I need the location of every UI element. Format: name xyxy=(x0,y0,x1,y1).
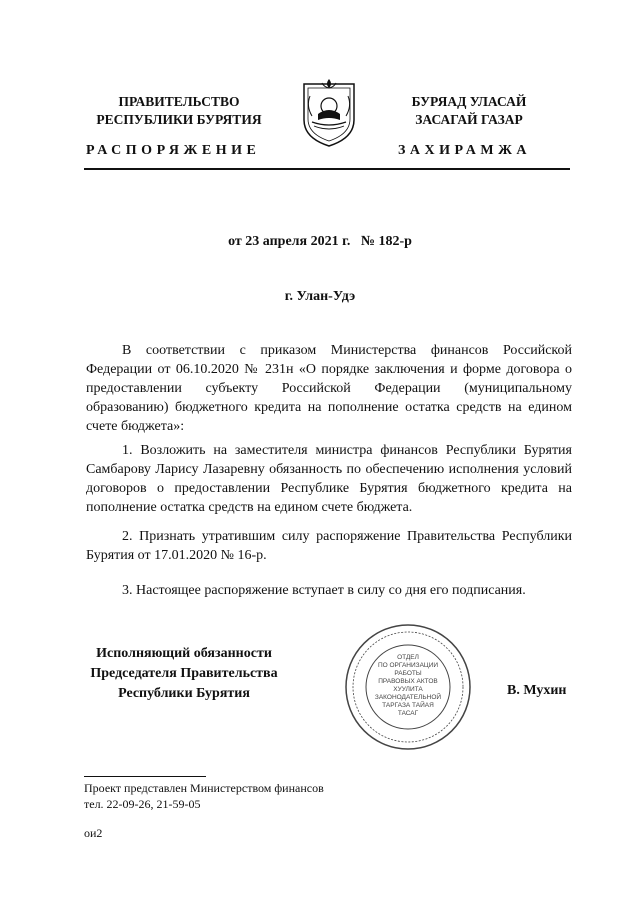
city: г. Улан-Удэ xyxy=(284,289,356,304)
paragraph-text: В соответствии с приказом Министерства финансов Российской Федерации от 06.10.2020 № 231н «О порядке заключения и форме договора о предоставлении субъекту Российской Федерации (муниципальному образованию) бюджетного кредита на пополнение остатка средств на едином счете бюджета»: xyxy=(86,343,572,434)
body-paragraph-3 xyxy=(86,581,572,600)
stamp-line: ПО ОРГАНИЗАЦИИ xyxy=(377,662,439,669)
paragraph-text: 1. Возложить на заместителя министра финансов Республики Бурятия Самбарову Ларису Лазаревну обязанность по обеспечению исполнения условий договоров о предоставлении Республике Бурятия бюджетного кредита на пополнение остатка средств на едином счете бюджета. xyxy=(86,443,572,515)
footer-phone-line: тел. 22-09-26, 21-59-05 xyxy=(84,797,201,811)
org-name-buryat-line1: БУРЯАД УЛАСАЙ xyxy=(411,94,527,109)
signatory-title-line1: Исполняющий обязанности xyxy=(96,646,272,661)
footer-code: ои2 xyxy=(84,826,103,840)
date-number: от 23 апреля 2021 г. № 182-р xyxy=(228,234,412,249)
official-stamp xyxy=(343,622,473,752)
signatory-title-line2: Председателя Правительства xyxy=(90,666,278,681)
org-name-line2: РЕСПУБЛИКИ БУРЯТИЯ xyxy=(96,112,262,127)
signatory-name: В. Мухин xyxy=(507,683,567,698)
stamp-text xyxy=(368,654,448,718)
body-paragraph-1 xyxy=(86,441,572,517)
doc-type-right: ЗАХИРАМЖА xyxy=(398,143,532,158)
header-left-block xyxy=(84,93,274,129)
coat-of-arms-emblem xyxy=(296,76,362,148)
body-paragraph-2 xyxy=(86,527,572,565)
footer-note xyxy=(84,780,324,812)
header-right-block xyxy=(384,93,554,129)
stamp-line: ХУУЛИТА xyxy=(393,686,423,693)
paragraph-text: 3. Настоящее распоряжение вступает в силу со дня его подписания. xyxy=(122,583,526,598)
stamp-line: ОТДЕЛ xyxy=(397,654,419,661)
stamp-line: ПРАВОВЫХ АКТОВ xyxy=(378,678,438,685)
stamp-line: РАБОТЫ xyxy=(394,670,422,677)
paragraph-text: 2. Признать утратившим силу распоряжение Правительства Республики Бурятия от 17.01.2020 № 16-р. xyxy=(86,529,572,563)
org-name-buryat-line2: ЗАСАГАЙ ГАЗАР xyxy=(415,112,523,127)
doc-type-left: РАСПОРЯЖЕНИЕ xyxy=(86,143,261,158)
footer-divider xyxy=(84,776,206,777)
header-divider xyxy=(84,168,570,170)
signatory-title xyxy=(84,644,284,704)
body-paragraph-preamble xyxy=(86,341,572,436)
footer-project-line: Проект представлен Министерством финансов xyxy=(84,781,324,795)
signatory-title-line3: Республики Бурятия xyxy=(118,686,250,701)
org-name-line1: ПРАВИТЕЛЬСТВО xyxy=(118,94,240,109)
stamp-line: ТАСАГ xyxy=(397,710,419,717)
stamp-line: ЗАКОНОДАТЕЛЬНОЙ xyxy=(374,694,442,701)
stamp-line: ТАРГАЗА ТАЙАЯ xyxy=(382,702,434,709)
